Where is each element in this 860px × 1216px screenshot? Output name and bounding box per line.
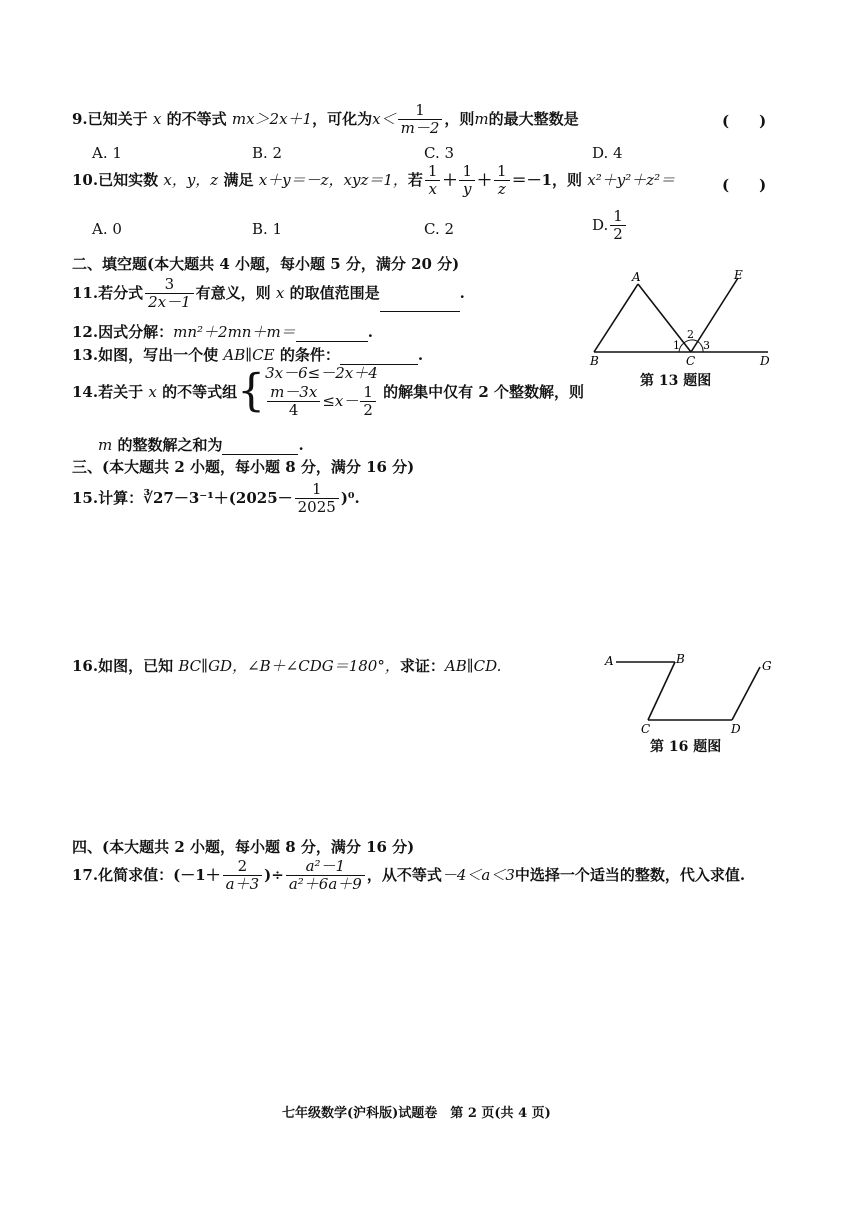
angle-1-label: 1 <box>673 339 680 352</box>
question-number: 14. <box>72 383 99 401</box>
option-b: B. 2 <box>252 144 283 162</box>
expression: ∛27－3⁻¹＋(2025－ <box>143 488 293 507</box>
label-a: A <box>605 654 614 668</box>
answer-blank <box>296 327 368 342</box>
label-e: E <box>734 268 743 282</box>
figure-16 <box>600 650 780 740</box>
question-number: 17. <box>72 865 99 884</box>
question-14-continued: m 的整数解之和为 . <box>98 436 304 454</box>
figure-13-caption: 第 13 题图 <box>640 373 712 389</box>
label-c: C <box>686 354 696 368</box>
segment-ab <box>594 284 638 352</box>
answer-blank <box>340 350 418 365</box>
fraction: $\frac{1}{m-2}$ <box>398 102 443 138</box>
answer-bracket: ( ) <box>722 176 767 194</box>
question-number: 16. <box>72 657 99 675</box>
label-g: G <box>762 659 772 673</box>
option-a: A. 0 <box>92 220 122 238</box>
question-number: 12. <box>72 323 99 341</box>
page-footer: 七年级数学(沪科版)试题卷 第 2 页(共 4 页) <box>282 1106 551 1121</box>
option-d: D. $\frac{1}{2}$ <box>592 208 628 244</box>
option-d: D. 4 <box>592 144 623 162</box>
option-c: C. 2 <box>424 220 455 238</box>
angle-2-label: 2 <box>687 328 694 341</box>
segment-ac <box>638 284 691 352</box>
label-c: C <box>641 722 651 736</box>
figure-13 <box>580 268 780 372</box>
label-b: B <box>676 652 685 666</box>
label-d: D <box>760 354 770 368</box>
question-15: 15.计算：∛27－3⁻¹＋(2025－ $\frac{1}{2025}$ )⁰. <box>72 480 360 517</box>
option-b: B. 1 <box>252 220 283 238</box>
answer-bracket: ( ) <box>722 112 767 130</box>
question-number: 15. <box>72 488 99 507</box>
question-number: 11. <box>72 283 99 302</box>
question-number: 9. <box>72 109 88 128</box>
question-11: 11.若分式 $\frac{3}{2x-1}$ 有意义，则 x 的取值范围是 . <box>72 275 465 312</box>
section-heading: 四、(本大题共 2 小题，每小题 8 分，满分 16 分) <box>72 838 415 856</box>
answer-blank <box>222 440 298 455</box>
question-16: 16.如图，已知 BC∥GD，∠B＋∠CDG＝180°，求证：AB∥CD. <box>72 657 502 675</box>
label-a: A <box>632 270 641 284</box>
question-number: 10. <box>72 170 99 189</box>
question-17: 17.化简求值：(－1＋ $\frac{2}{a+3}$ )÷ $\frac{\text{a²－1}}{\text{a²＋6a＋9}}$ ，从不等式－4＜a＜3中选择一个适当的整数，代入求值. <box>72 857 746 894</box>
question-10: 10.已知实数 x，y，z 满足 x＋y＝－z，xyz＝1，若 $\frac{1}{x}$ ＋ $\frac{1}{y}$ ＋ $\frac{1}{z}$ ＝－1，则 x²＋y²＋z²＝ <box>72 162 676 199</box>
question-14: 14.若关于 x 的不等式组{ 3x－6≤－2x＋4 $\frac{m-3x}{4}$ ≤x－ $\frac{1}{2}$ 的解集中仅有 2 个整数解，则 <box>72 364 585 419</box>
segment-dg <box>732 667 760 720</box>
label-b: B <box>590 354 599 368</box>
segment-ce <box>691 278 738 352</box>
question-12: 12.因式分解：mn²＋2mn＋m＝ . <box>72 323 373 341</box>
question-9: 9.已知关于 x 的不等式 mx＞2x＋1，可化为x＜ $\frac{1}{m-2}$ ，则m的最大整数是 <box>72 101 579 138</box>
angle-3-label: 3 <box>703 339 710 352</box>
option-c: C. 3 <box>424 144 455 162</box>
segment-bc <box>648 662 675 720</box>
label-d: D <box>731 722 741 736</box>
answer-blank <box>380 297 460 312</box>
option-a: A. 1 <box>92 144 122 162</box>
question-number: 13. <box>72 346 99 364</box>
section-heading: 二、填空题(本大题共 4 小题，每小题 5 分，满分 20 分) <box>72 255 460 273</box>
inequality-system: 3x－6≤－2x＋4 $\frac{m-3x}{4}$ ≤x－ $\frac{1}{2}$ <box>265 364 378 419</box>
section-heading: 三、(本大题共 2 小题，每小题 8 分，满分 16 分) <box>72 458 415 476</box>
question-13: 13.如图，写出一个使 AB∥CE 的条件： . <box>72 346 424 364</box>
figure-16-caption: 第 16 题图 <box>650 739 722 755</box>
system-brace: { <box>237 365 266 417</box>
